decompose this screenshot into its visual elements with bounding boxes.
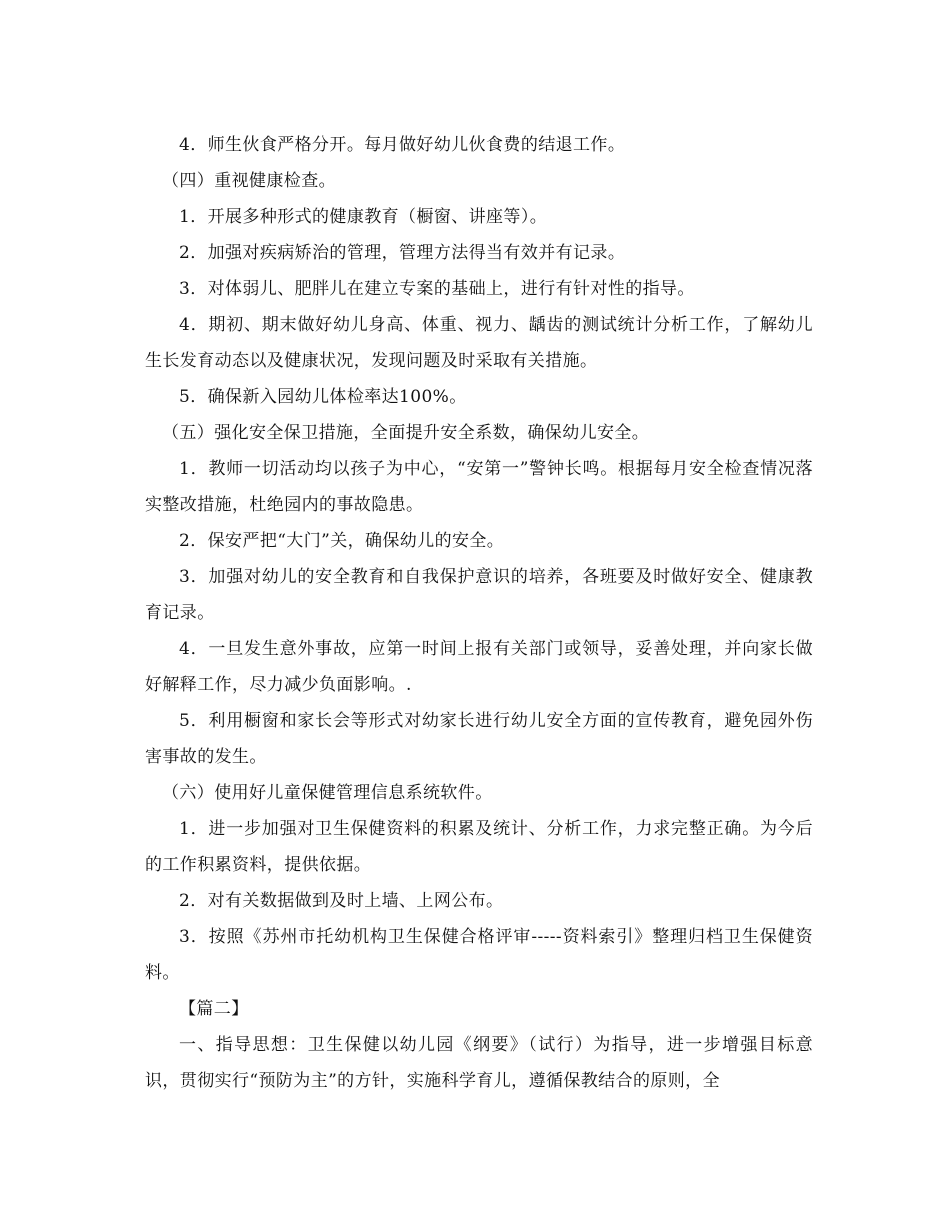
section-heading: （五）强化安全保卫措施，全面提升安全系数，确保幼儿安全。 (162, 423, 650, 443)
section-heading: （四）重视健康检查。 (162, 171, 336, 191)
paragraph-item: 2．加强对疾病矫治的管理，管理方法得当有效并有记录。 (179, 243, 626, 263)
paragraph-item: 2．对有关数据做到及时上墙、上网公布。 (179, 891, 504, 911)
paragraph-item: 1．开展多种形式的健康教育（橱窗、讲座等）。 (179, 207, 548, 227)
chapter-heading: 【篇二】 (179, 999, 249, 1019)
paragraph-item: 4．师生伙食严格分开。每月做好幼儿伙食费的结退工作。 (179, 135, 626, 155)
paragraph-item: 3．加强对幼儿的安全教育和自我保护意识的培养，各班要及时做好安全、健康教育记录。 (145, 567, 813, 623)
paragraph-item: 4．期初、期末做好幼儿身高、体重、视力、龋齿的测试统计分析工作，了解幼儿生长发育动态以及健康状况，发现问题及时采取有关措施。 (145, 315, 813, 371)
paragraph-item: 5．确保新入园幼儿体检率达100%。 (179, 387, 467, 407)
paragraph-item: 1．进一步加强对卫生保健资料的积累及统计、分析工作，力求完整正确。为今后的工作积累资料，提供依据。 (145, 819, 813, 875)
paragraph-item: 一、指导思想：卫生保健以幼儿园《纲要》（试行）为指导，进一步增强目标意识，贯彻实行“预防为主”的方针，实施科学育儿，遵循保教结合的原则，全 (145, 1035, 813, 1091)
paragraph-item: 4．一旦发生意外事故，应第一时间上报有关部门或领导，妥善处理，并向家长做好解释工作，尽力减少负面影响。. (145, 639, 813, 695)
paragraph-item: 3．按照《苏州市托幼机构卫生保健合格评审-----资料索引》整理归档卫生保健资料。 (145, 927, 813, 983)
paragraph-item: 5．利用橱窗和家长会等形式对幼家长进行幼儿安全方面的宣传教育，避免园外伤害事故的发生。 (145, 711, 813, 767)
paragraph-item: 2．保安严把“大门”关，确保幼儿的安全。 (179, 531, 505, 551)
paragraph-item: 1．教师一切活动均以孩子为中心，“安第一”警钟长鸣。根据每月安全检查情况落实整改措施，杜绝园内的事故隐患。 (145, 459, 813, 515)
document-body (145, 127, 813, 1099)
section-heading: （六）使用好儿童保健管理信息系统软件。 (162, 783, 493, 803)
paragraph-item: 3．对体弱儿、肥胖儿在建立专案的基础上，进行有针对性的指导。 (179, 279, 695, 299)
